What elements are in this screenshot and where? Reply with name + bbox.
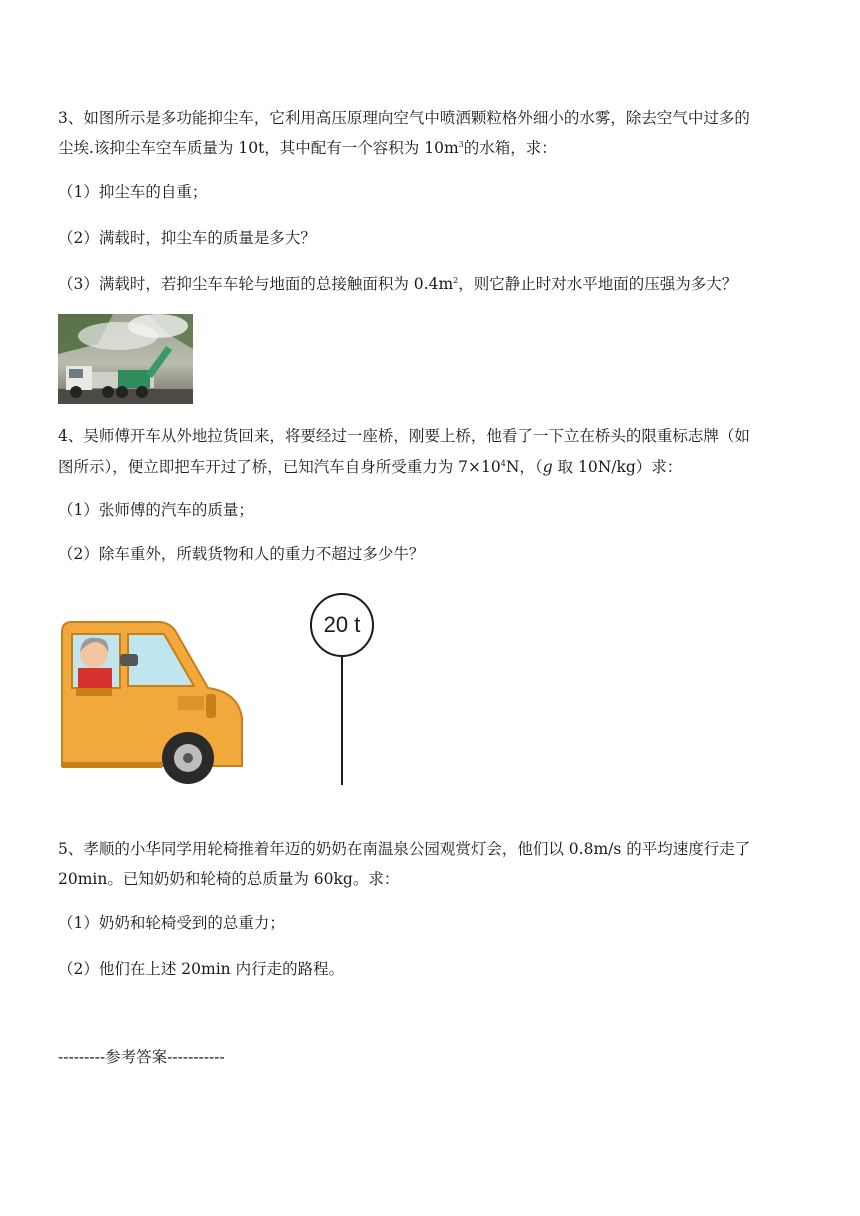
q3-superscript-square: 2 xyxy=(453,275,459,285)
q3-line1: 3、如图所示是多功能抑尘车，它利用高压原理向空气中喷洒颗粒格外细小的水雾，除去空气中过多的 xyxy=(58,109,750,127)
q3-sub1: （1）抑尘车的自重； xyxy=(58,183,208,201)
q3-line2-tail: 的水箱，求： xyxy=(463,139,557,157)
answer-divider: ---------参考答案----------- xyxy=(58,1048,225,1066)
dust-truck-photo xyxy=(58,314,193,404)
q3-sub2: （2）满载时，抑尘车的质量是多大？ xyxy=(58,229,316,247)
q3-line2 xyxy=(58,137,557,159)
q4-line2 xyxy=(58,456,682,478)
q3-sub3-tail: ，则它静止时对水平地面的压强为多大？ xyxy=(458,275,738,293)
q4-line2-mid: N，（ xyxy=(505,458,543,476)
q4-line1: 4、吴师傅开车从外地拉货回来，将要经过一座桥，刚要上桥，他看了一下立在桥头的限重标志牌（如 xyxy=(58,427,750,445)
q5-sub2: （2）他们在上述 20min 内行走的路程。 xyxy=(58,960,345,978)
q3-sub3 xyxy=(58,273,737,295)
q3-sub3-text: （3）满载时，若抑尘车车轮与地面的总接触面积为 0.4m xyxy=(58,275,454,293)
weight-limit-sign-text: 20 t xyxy=(323,612,361,637)
cartoon-car-illustration xyxy=(58,618,244,786)
q4-sub1: （1）张师傅的汽车的质量； xyxy=(58,501,254,519)
q4-line2-text: 图所示），便立即把车开过了桥，已知汽车自身所受重力为 7×10 xyxy=(58,458,501,476)
q4-sub2: （2）除车重外，所载货物和人的重力不超过多少牛？ xyxy=(58,545,425,563)
q4-superscript-exponent: 4 xyxy=(500,458,506,468)
q5-line1: 5、孝顺的小华同学用轮椅推着年迈的奶奶在南温泉公园观赏灯会，他们以 0.8m/s 的平均速度行走了 xyxy=(58,840,751,858)
q3-line2-text: 尘埃.该抑尘车空车质量为 10t，其中配有一个容积为 10m xyxy=(58,139,459,157)
q5-line2: 20min。已知奶奶和轮椅的总质量为 60kg。求： xyxy=(58,870,400,888)
q5-sub1: （1）奶奶和轮椅受到的总重力； xyxy=(58,914,285,932)
q4-line2-tail: 取 10N/kg）求： xyxy=(552,458,683,476)
q4-gravity-symbol: g xyxy=(542,458,553,476)
q3-superscript-cubic: 3 xyxy=(458,139,464,149)
